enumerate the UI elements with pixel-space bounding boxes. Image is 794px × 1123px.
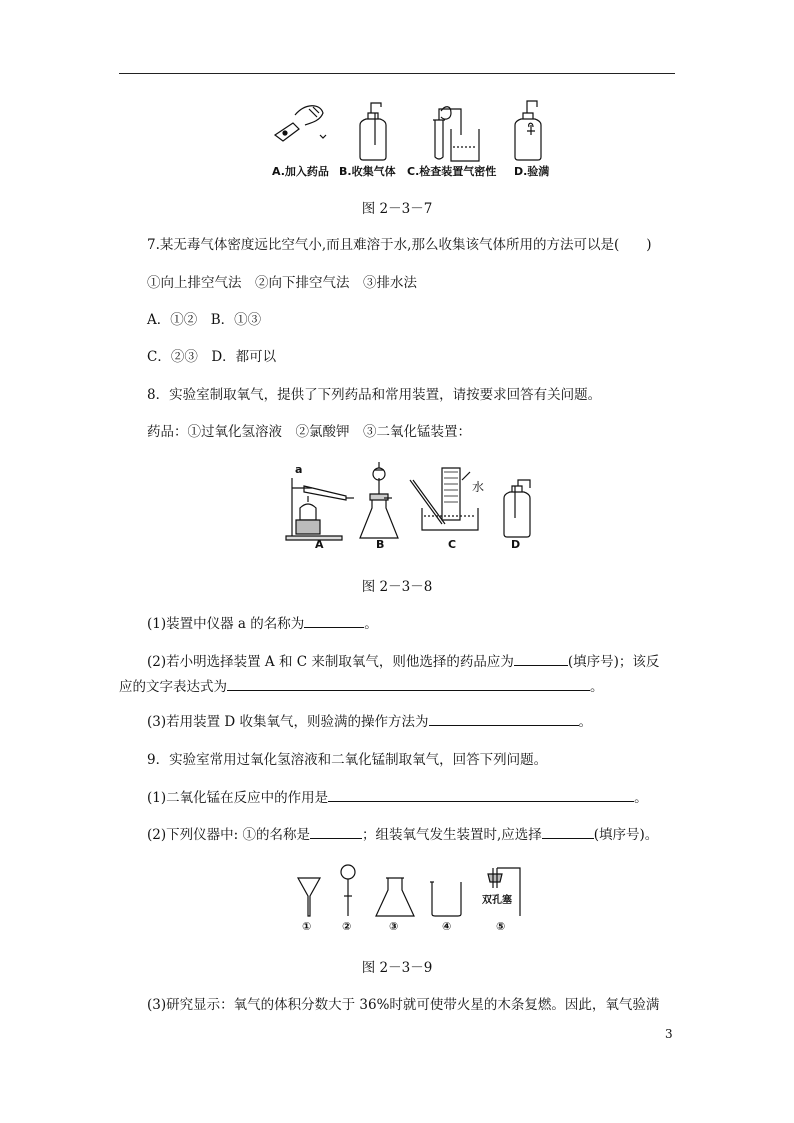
fig7-label-d: D.验满: [514, 165, 550, 178]
fig7-c-airtightness-check: [433, 107, 479, 161]
apparatus-b-flask: [360, 462, 398, 538]
q9-part1-blank[interactable]: [328, 789, 634, 802]
apparatus-c-water-trough: [410, 468, 478, 530]
fig7-d-verify-full: [515, 101, 541, 160]
q8-part3-text: (3)若用装置 D 收集氧气，则验满的操作方法为: [147, 714, 429, 730]
instrument-2-separatory-funnel: [341, 865, 355, 916]
q9-part2-end: (填序号)。: [593, 827, 659, 843]
instrument-4-beaker: [430, 882, 461, 916]
q9-part3: (3)研究显示：氧气的体积分数大于 36%时就可使带火星的木条复燃。因此，氧气验满: [147, 997, 660, 1013]
q9-part2: [147, 823, 658, 843]
q8-part3: [147, 710, 592, 730]
q7-options-cd: C．②③ D．都可以: [147, 349, 277, 365]
q9-part2-blank-name[interactable]: [310, 826, 362, 839]
fig7-label-c: C.检查装置气密性: [407, 165, 497, 178]
q9-part2-blank-select[interactable]: [542, 826, 594, 839]
fig8-label-a: A: [315, 538, 324, 551]
figure-2-3-7: [265, 95, 565, 180]
instrument-3-conical-flask: [376, 878, 414, 916]
q9-part1: [147, 786, 648, 806]
apparatus-a-heating: [286, 478, 354, 540]
figure-2-3-9: [292, 862, 532, 932]
q8-part1-text: (1)装置中仪器 a 的名称为: [147, 616, 305, 632]
q9-part2-text: (2)下列仪器中: ①的名称是: [147, 827, 310, 843]
caption-2-3-7: 图 2－3－7: [361, 201, 433, 217]
q8-part2-end: 。: [590, 679, 604, 695]
instrument-1-funnel: [298, 878, 320, 916]
fig8-label-c: C: [448, 538, 457, 551]
q7-methods: ①向上排空气法 ②向下排空气法 ③排水法: [147, 275, 417, 291]
q8-part1-end: 。: [364, 616, 378, 632]
q8-stem: 8．实验室制取氧气，提供了下列药品和常用装置，请按要求回答有关问题。: [147, 387, 602, 403]
fig7-a-adding-reagent: [275, 106, 326, 141]
fig9-label-1: ①: [302, 920, 312, 933]
fig7-label-b: B.收集气体: [339, 165, 396, 178]
figure-2-3-8: [282, 458, 542, 553]
q8-part2-text-b: (填序号)；该反: [567, 654, 660, 670]
q8-part2-blank-equation[interactable]: [227, 678, 590, 691]
fig9-label-4: ④: [442, 920, 452, 933]
q8-part2-text-c: 应的文字表达式为: [119, 679, 227, 695]
fig9-label-5: ⑤: [496, 920, 506, 933]
header-rule: [119, 73, 675, 74]
q9-part1-text: (1)二氧化锰在反应中的作用是: [147, 790, 329, 806]
fig7-label-a: A.加入药品: [272, 165, 329, 178]
q9-part2-text-b: ；组装氧气发生装置时,应选择: [361, 827, 542, 843]
q8-reagents: 药品：①过氧化氢溶液 ②氯酸钾 ③二氧化锰装置：: [147, 424, 471, 440]
q7-options-ab: A．①② B．①③: [147, 312, 262, 328]
fig9-label-3: ③: [389, 920, 399, 933]
caption-2-3-8: 图 2－3－8: [361, 579, 433, 595]
page-number: 3: [665, 1027, 673, 1041]
fig9-label-2: ②: [342, 920, 352, 933]
fig8-label-b: B: [376, 538, 385, 551]
q9-stem: 9．实验室常用过氧化氢溶液和二氧化锰制取氧气，回答下列问题。: [147, 752, 548, 768]
fig8-mark-a: a: [295, 463, 303, 476]
fig9-stopper-label: 双孔塞: [482, 895, 512, 906]
fig7-b-gas-bottle: [360, 103, 386, 160]
q8-part1-blank[interactable]: [304, 615, 364, 628]
fig8-label-d: D: [511, 538, 521, 551]
q9-part1-end: 。: [634, 790, 648, 806]
q8-part3-end: 。: [578, 714, 593, 730]
q8-part3-blank[interactable]: [429, 713, 579, 726]
q8-part1: [147, 612, 378, 632]
caption-2-3-9: 图 2－3－9: [361, 960, 433, 976]
fig8-mark-water: 水: [472, 480, 485, 494]
q7-stem: 7.某无毒气体密度远比空气小,而且难溶于水,那么收集该气体所用的方法可以是( ): [147, 237, 652, 253]
q8-part2-text: (2)若小明选择装置 A 和 C 来制取氧气，则他选择的药品应为: [147, 654, 514, 670]
q8-part2-cont: [119, 675, 604, 695]
q8-part2-blank-reagents[interactable]: [514, 653, 568, 666]
q8-part2: [147, 650, 659, 670]
apparatus-d-gas-bottle: [504, 480, 530, 537]
